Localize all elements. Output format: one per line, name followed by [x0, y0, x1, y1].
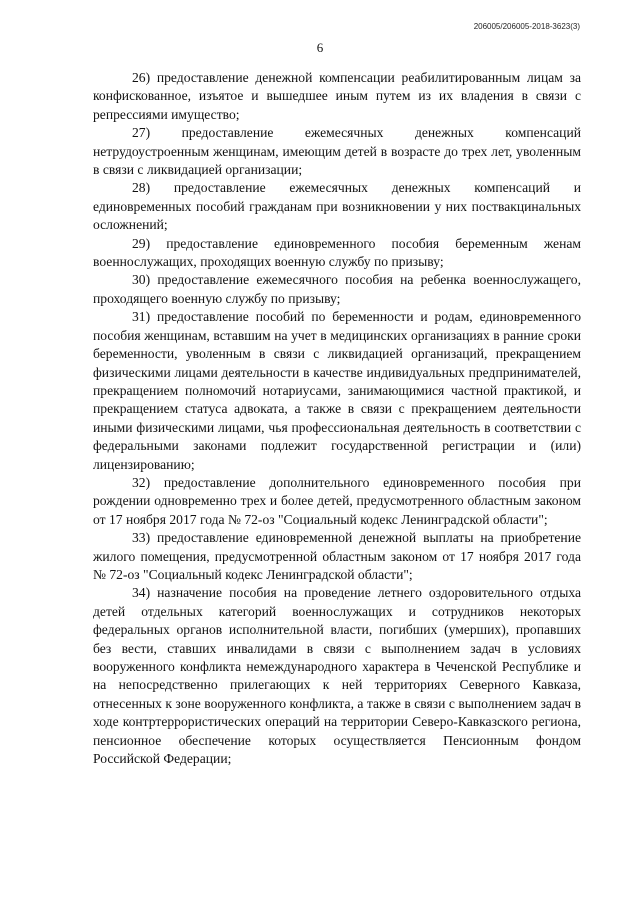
paragraph-33: 33) предоставление единовременной денежной выплаты на приобретение жилого помещения, предусмотренной областным законом от 17 ноября 2017 года № 72-оз "Социальный кодекс Ленинградской области";	[93, 530, 581, 582]
paragraph-32: 32) предоставление дополнительного единовременного пособия при рождении одновременно трех и более детей, предусмотренного областным законом от 17 ноября 2017 года № 72-оз "Социальный кодекс Ленинградской области";	[93, 474, 581, 527]
paragraph-34: 34) назначение пособия на проведение летнего оздоровительного отдыха детей отдельных категорий военнослужащих и сотрудников некоторых федеральных органов исполнительной власти, погибших (умерших), пропавших без вести, ставших инвалидами в связи с выполнением задач в условиях вооруженного конфликта немеждународного характера в Чеченской Республике и на непосредственно прилегающих к ней территориях Северного Кавказа, отнесенных к зоне вооруженного конфликта, а также в связи с выполнением задач в ходе контртеррористических операций на территории Северо-Кавказского региона, пенсионное обеспечение которых осуществляется Пенсионным фондом Российской Федерации;	[93, 585, 581, 767]
paragraph-30: 30) предоставление ежемесячного пособия на ребенка военнослужащего, проходящего военную службу по призыву;	[93, 272, 581, 306]
paragraph-27: 27) предоставление ежемесячных денежных компенсаций нетрудоустроенным женщинам, имеющим детей в возрасте до трех лет, уволенным в связи с ликвидацией организации;	[93, 125, 581, 178]
document-id: 206005/206005-2018-3623(3)	[473, 22, 580, 31]
paragraph-28: 28) предоставление ежемесячных денежных компенсаций и единовременных пособий гражданам при возникновении у них поствакцинальных осложнений;	[93, 180, 581, 233]
paragraph-29: 29) предоставление единовременного пособия беременным женам военнослужащих, проходящих военную службу по призыву;	[93, 235, 581, 270]
page-number: 6	[316, 40, 324, 55]
document-body	[93, 69, 581, 768]
paragraph-26: 26) предоставление денежной компенсации реабилитированным лицам за конфискованное, изъятое и вышедшее иным путем из их владения в связи с репрессиями имущество;	[93, 70, 581, 122]
paragraph-31: 31) предоставление пособий по беременности и родам, единовременного пособия женщинам, вставшим на учет в медицинских организациях в ранние сроки беременности, уволенным в связи с ликвидацией организаций, прекращением физическими лицами деятельности в качестве индивидуальных предпринимателей, прекращением полномочий нотариусами, занимающимися частной практикой, и прекращением статуса адвоката, а также в связи с прекращением деятельности иными физическими лицами, чья профессиональная деятельность в соответствии с федеральными законами подлежит государственной регистрации и (или) лицензированию;	[93, 309, 581, 472]
